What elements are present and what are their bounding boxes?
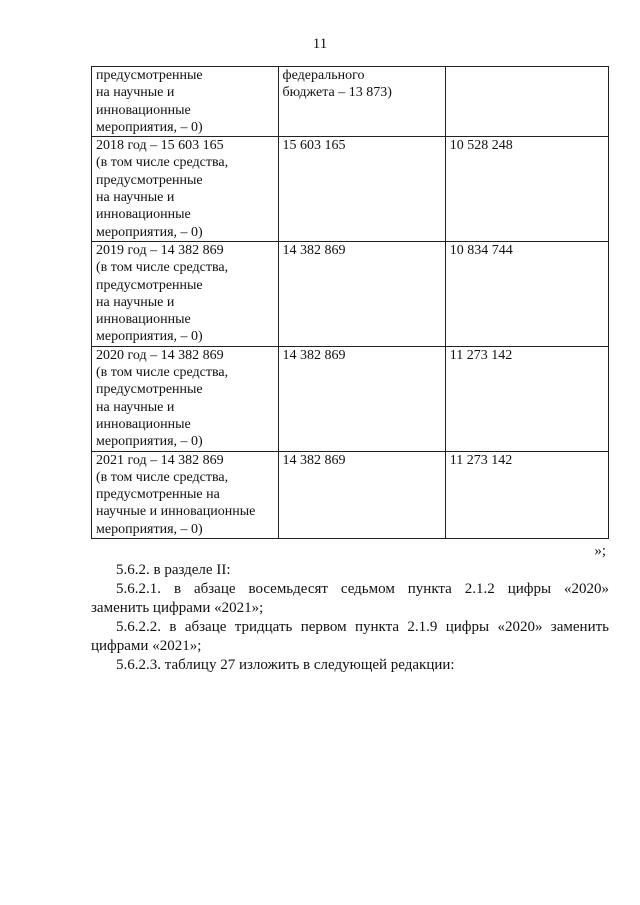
paragraph-line: заменить цифрами «2021»; <box>91 600 264 616</box>
cell-line: бюджета – 13 873) <box>282 85 392 101</box>
table-cell-col2 <box>278 67 445 137</box>
cell-line: 11 273 142 <box>449 347 513 363</box>
paragraph-5-6-2-3 <box>91 656 609 675</box>
table-cell-col2 <box>278 451 445 538</box>
page-number: 11 <box>312 36 328 52</box>
cell-line: научные и инновационные <box>96 504 256 520</box>
table-cell-col2 <box>278 241 445 346</box>
cell-line: 10 528 248 <box>449 138 513 154</box>
cell-line: 2020 год – 14 382 869 <box>96 347 224 363</box>
paragraph-5-6-2 <box>91 561 609 580</box>
paragraph-5-6-2-2 <box>91 618 609 656</box>
cell-line: (в том числе средства, <box>96 260 229 276</box>
cell-line: предусмотренные <box>96 68 203 83</box>
paragraph-line: 5.6.2.3. таблицу 27 изложить в следующей редакции: <box>116 657 455 673</box>
cell-line: мероприятия, – 0) <box>96 434 203 450</box>
budget-table <box>91 66 609 539</box>
table-row <box>92 67 609 137</box>
cell-line: на научные и <box>96 190 175 206</box>
cell-line: на научные и <box>96 294 175 310</box>
paragraph-line: 5.6.2. в разделе II: <box>116 562 231 578</box>
cell-line: инновационные <box>96 207 191 223</box>
table-cell-col1 <box>92 137 279 242</box>
table-cell-col2 <box>278 346 445 451</box>
cell-line: (в том числе средства, <box>96 469 229 485</box>
cell-line: 15 603 165 <box>282 138 346 154</box>
table-cell-col1 <box>92 346 279 451</box>
table-cell-col1 <box>92 241 279 346</box>
cell-line: 2018 год – 15 603 165 <box>96 138 224 154</box>
cell-line: предусмотренные <box>96 382 203 398</box>
cell-line: 14 382 869 <box>282 242 346 258</box>
table-cell-col3 <box>445 346 608 451</box>
cell-line: инновационные <box>96 416 191 432</box>
table-cell-col2 <box>278 137 445 242</box>
cell-line: мероприятия, – 0) <box>96 521 203 537</box>
closing-quote: »; <box>594 543 606 559</box>
cell-line: на научные и <box>96 399 175 415</box>
table-cell-col1 <box>92 451 279 538</box>
cell-line: инновационные <box>96 102 191 118</box>
cell-line: мероприятия, – 0) <box>96 224 203 240</box>
table-cell-col3 <box>445 67 608 137</box>
cell-line: предусмотренные <box>96 277 203 293</box>
budget-table-body <box>92 67 609 539</box>
cell-line: 14 382 869 <box>282 452 346 468</box>
cell-line: федерального <box>282 68 365 83</box>
cell-line: предусмотренные <box>96 172 203 188</box>
paragraph-line: 5.6.2.1. в абзаце восемьдесят седьмом пункта 2.1.2 цифры «2020» <box>116 581 609 597</box>
cell-line: мероприятия, – 0) <box>96 119 203 135</box>
cell-line: предусмотренные на <box>96 487 220 503</box>
paragraph-line: цифрами «2021»; <box>91 638 202 654</box>
cell-line: 14 382 869 <box>282 347 346 363</box>
table-row <box>92 241 609 346</box>
paragraph-5-6-2-1 <box>91 580 609 618</box>
cell-line: (в том числе средства, <box>96 365 229 381</box>
table-row <box>92 451 609 538</box>
cell-line: мероприятия, – 0) <box>96 329 203 345</box>
table-row <box>92 346 609 451</box>
table-cell-col3 <box>445 137 608 242</box>
table-cell-col3 <box>445 241 608 346</box>
cell-line: 2019 год – 14 382 869 <box>96 242 224 258</box>
cell-line: 11 273 142 <box>449 452 513 468</box>
cell-line: 2021 год – 14 382 869 <box>96 452 224 468</box>
table-cell-col1 <box>92 67 279 137</box>
table-cell-col3 <box>445 451 608 538</box>
cell-line: инновационные <box>96 312 191 328</box>
paragraph-line: 5.6.2.2. в абзаце тридцать первом пункта 2.1.9 цифры «2020» заменить <box>116 619 609 635</box>
table-row <box>92 137 609 242</box>
cell-line: на научные и <box>96 85 175 101</box>
cell-line: 10 834 744 <box>449 242 513 258</box>
cell-line: (в том числе средства, <box>96 155 229 171</box>
